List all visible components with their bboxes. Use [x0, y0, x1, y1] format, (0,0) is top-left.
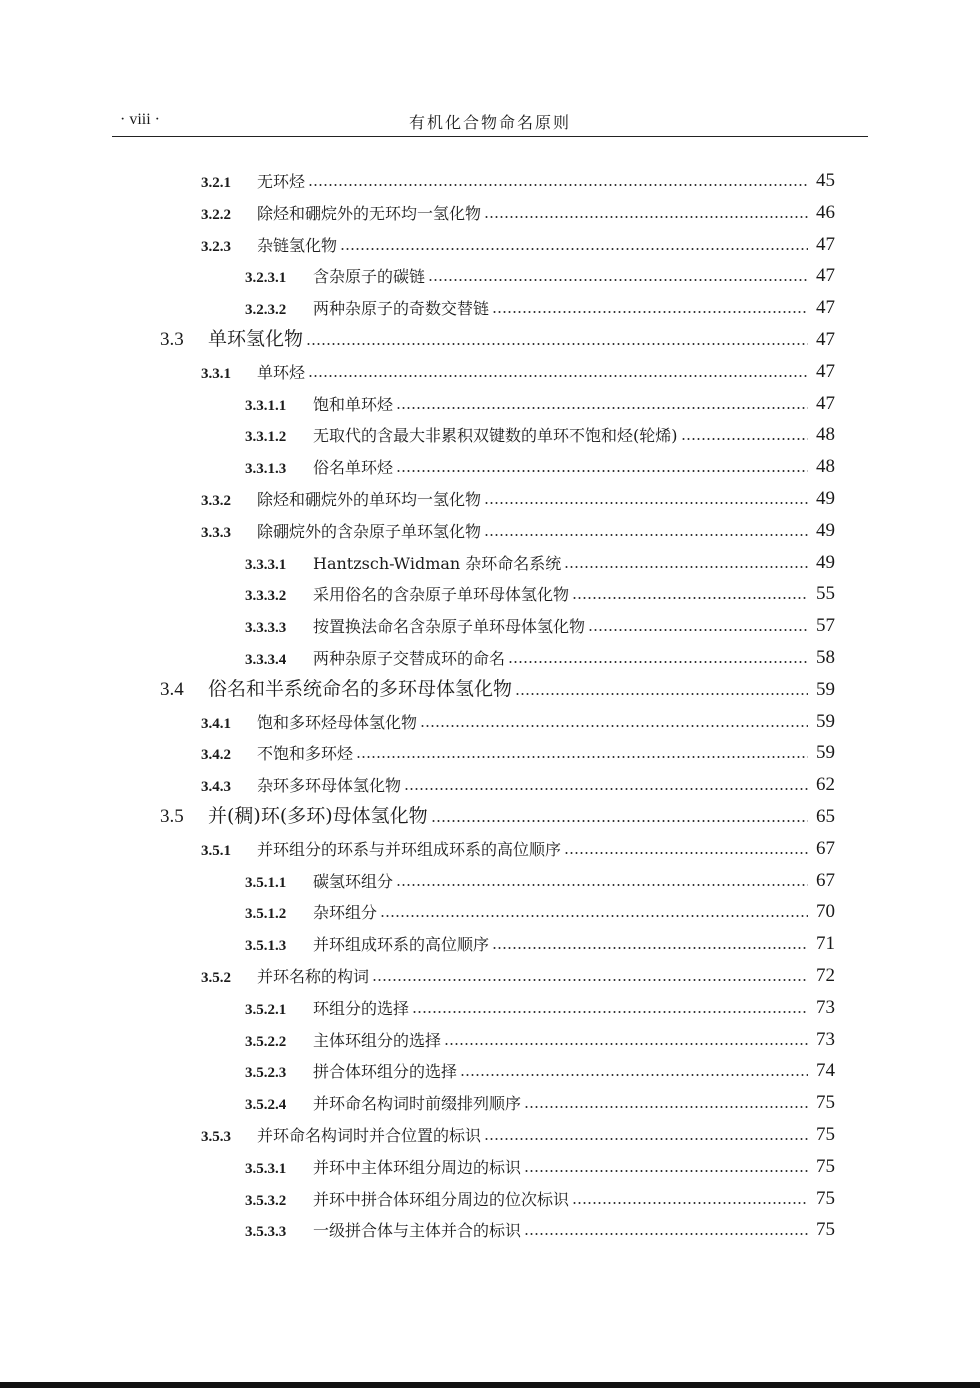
toc-entry-title: 单环氢化物: [208, 328, 304, 350]
toc-entry[interactable]: [245, 416, 835, 446]
toc-entry[interactable]: [245, 575, 835, 605]
dot-leader: [308, 184, 808, 186]
dot-leader: [396, 407, 808, 409]
toc-entry-title: 一级拼合体与主体并合的标识: [313, 1221, 522, 1240]
toc-entry[interactable]: [245, 639, 835, 669]
toc-entry[interactable]: [245, 1052, 835, 1082]
toc-entry-title: 拼合体环组分的选择: [313, 1062, 458, 1081]
toc-entry-title: 除烃和硼烷外的单环均一氢化物: [257, 490, 482, 509]
toc-entry-title: 俗名单环烃: [313, 458, 394, 477]
toc-entry-number: 3.4.1: [201, 716, 231, 732]
toc-entry-title: 无环烃: [257, 172, 306, 191]
toc-entry-page: 58: [816, 647, 835, 668]
dot-leader: [431, 820, 808, 822]
toc-entry-title: 主体环组分的选择: [313, 1031, 442, 1050]
toc-entry[interactable]: [245, 257, 835, 287]
dot-leader: [396, 470, 808, 472]
toc-entry[interactable]: [245, 1084, 835, 1114]
toc-entry-page: 49: [816, 488, 835, 509]
toc-entry-title: 并环命名构词时前缀排列顺序: [313, 1094, 522, 1113]
toc-entry-page: 75: [816, 1188, 835, 1209]
toc-entry-number: 3.2.3: [201, 239, 231, 255]
toc-entry-number: 3.5.3.1: [245, 1161, 287, 1177]
toc-entry[interactable]: [245, 1021, 835, 1051]
dot-leader: [380, 915, 808, 917]
toc-entry[interactable]: [245, 1180, 835, 1210]
toc-entry-title: 并环组成环系的高位顺序: [313, 935, 490, 954]
toc-entry-page: 75: [816, 1124, 835, 1145]
toc-entry-page: 47: [816, 361, 835, 382]
toc-entry-number: 3.3.3.3: [245, 620, 287, 636]
toc-entry-title: 两种杂原子交替成环的命名: [313, 649, 506, 668]
toc-entry-title: 单环烃: [257, 363, 306, 382]
toc-entry-number: 3.2.3.1: [245, 270, 287, 286]
toc-entry-page: 65: [816, 806, 835, 827]
dot-leader: [372, 979, 808, 981]
dot-leader: [524, 1106, 808, 1108]
toc-entry-page: 62: [816, 774, 835, 795]
toc-entry-title: 并环命名构词时并合位置的标识: [257, 1126, 482, 1145]
toc-entry[interactable]: [160, 798, 835, 828]
toc-entry[interactable]: [245, 925, 835, 955]
dot-leader: [572, 597, 808, 599]
toc-entry-page: 73: [816, 1029, 835, 1050]
toc-entry-number: 3.2.1: [201, 175, 231, 191]
toc-entry-number: 3.5: [160, 806, 184, 827]
toc-entry-page: 57: [816, 615, 835, 636]
dot-leader: [484, 534, 808, 536]
toc-entry-page: 48: [816, 456, 835, 477]
toc-entry-number: 3.4.3: [201, 779, 231, 795]
dot-leader: [564, 566, 808, 568]
toc-entry-page: 59: [816, 679, 835, 700]
toc-entry-number: 3.3.1.2: [245, 429, 287, 445]
toc-entry-title: 饱和多环烃母体氢化物: [257, 713, 418, 732]
toc-entry-number: 3.3.1: [201, 366, 231, 382]
dot-leader: [340, 248, 808, 250]
toc-entry[interactable]: [201, 194, 835, 224]
toc-entry[interactable]: [201, 703, 835, 733]
dot-leader: [396, 884, 808, 886]
toc-entry-number: 3.5.3.2: [245, 1193, 287, 1209]
toc-entry-number: 3.3.3.4: [245, 652, 287, 668]
toc-entry[interactable]: [201, 830, 835, 860]
toc-entry-page: 48: [816, 424, 835, 445]
dot-leader: [404, 788, 808, 790]
toc-entry[interactable]: [245, 989, 835, 1019]
toc-entry-title: 含杂原子的碳链: [313, 267, 426, 286]
toc-entry-title: 并环中拼合体环组分周边的位次标识: [313, 1190, 570, 1209]
toc-entry-number: 3.5.1: [201, 843, 231, 859]
toc-entry-title: 并环组分的环系与并环组成环系的高位顺序: [257, 840, 562, 859]
toc-entry-title: 采用俗名的含杂原子单环母体氢化物: [313, 585, 570, 604]
toc-entry[interactable]: [245, 1148, 835, 1178]
toc-entry-page: 55: [816, 583, 835, 604]
toc-entry-page: 47: [816, 234, 835, 255]
toc-entry-title: 两种杂原子的奇数交替链: [313, 299, 490, 318]
toc-entry-page: 46: [816, 202, 835, 223]
toc-entry[interactable]: [245, 1211, 835, 1241]
toc-entry-number: 3.5.2.2: [245, 1034, 287, 1050]
toc-entry[interactable]: [201, 734, 835, 764]
dot-leader: [564, 852, 808, 854]
dot-leader: [508, 661, 808, 663]
toc-entry-title: 杂环多环母体氢化物: [257, 776, 402, 795]
dot-leader: [484, 502, 808, 504]
toc-entry-title: 俗名和半系统命名的多环母体氢化物: [208, 678, 513, 700]
dot-leader: [492, 947, 808, 949]
toc-entry-page: 71: [816, 933, 835, 954]
toc-entry[interactable]: [160, 671, 835, 701]
toc-entry[interactable]: [201, 766, 835, 796]
toc-entry-number: 3.4.2: [201, 747, 231, 763]
toc-entry-page: 72: [816, 965, 835, 986]
toc-entry-title: 并环中主体环组分周边的标识: [313, 1158, 522, 1177]
toc-entry-number: 3.5.1.2: [245, 906, 287, 922]
toc-entry[interactable]: [201, 957, 835, 987]
dot-leader: [308, 375, 808, 377]
toc-entry-number: 3.2.3.2: [245, 302, 287, 318]
dot-leader: [492, 311, 808, 313]
dot-leader: [515, 693, 808, 695]
toc-entry[interactable]: [245, 893, 835, 923]
toc-entry-title: 并(稠)环(多环)母体氢化物: [208, 805, 428, 827]
toc-entry-page: 75: [816, 1156, 835, 1177]
toc-entry[interactable]: [245, 448, 835, 478]
toc-entry-page: 59: [816, 711, 835, 732]
toc-entry-title: 按置换法命名含杂原子单环母体氢化物: [313, 617, 586, 636]
toc-entry[interactable]: [245, 607, 835, 637]
dot-leader: [681, 438, 809, 440]
toc-entry-page: 47: [816, 297, 835, 318]
toc-entry-number: 3.5.3.3: [245, 1224, 287, 1240]
book-title: 有机化合物命名原则: [408, 113, 571, 132]
dot-leader: [444, 1043, 808, 1045]
toc-entry-number: 3.3: [160, 329, 184, 350]
toc-entry-page: 70: [816, 901, 835, 922]
toc-entry-page: 73: [816, 997, 835, 1018]
toc-entry-number: 3.5.3: [201, 1129, 231, 1145]
toc-entry-title: 碳氢环组分: [313, 872, 394, 891]
dot-leader: [484, 216, 808, 218]
toc-entry-title: 无取代的含最大非累积双键数的单环不饱和烃(轮烯): [313, 426, 678, 445]
toc-entry[interactable]: [245, 289, 835, 319]
toc-entry-title: 不饱和多环烃: [257, 744, 354, 763]
toc-entry-page: 49: [816, 552, 835, 573]
toc-entry-page: 47: [816, 329, 835, 350]
toc-entry-title: 杂链氢化物: [257, 236, 338, 255]
toc-entry[interactable]: [245, 862, 835, 892]
dot-leader: [524, 1233, 808, 1235]
dot-leader: [572, 1202, 808, 1204]
toc-entry[interactable]: [201, 226, 835, 256]
toc-entry-page: 75: [816, 1092, 835, 1113]
toc-entry[interactable]: [201, 162, 835, 192]
toc-entry[interactable]: [201, 480, 835, 510]
toc-entry[interactable]: [245, 385, 835, 415]
dot-leader: [356, 756, 808, 758]
toc-entry-title: 除硼烷外的含杂原子单环氢化物: [257, 522, 482, 541]
page-header: [112, 108, 868, 137]
toc-entry-title: 杂环组分: [313, 903, 378, 922]
toc-entry-number: 3.3.3.2: [245, 588, 287, 604]
toc-entry-number: 3.3.1.1: [245, 398, 287, 414]
dot-leader: [420, 725, 808, 727]
toc-entry[interactable]: [201, 1116, 835, 1146]
toc-entry-number: 3.5.1.3: [245, 938, 287, 954]
dot-leader: [524, 1170, 808, 1172]
toc-entry-number: 3.2.2: [201, 207, 231, 223]
toc-entry-number: 3.5.2: [201, 970, 231, 986]
dot-leader: [428, 279, 808, 281]
toc-entry-title: Hantzsch-Widman 杂环命名系统: [313, 554, 562, 573]
page-number: · viii ·: [120, 111, 160, 128]
toc-entry-page: 45: [816, 170, 835, 191]
toc-entry[interactable]: [160, 321, 835, 351]
toc-entry-title: 环组分的选择: [313, 999, 410, 1018]
toc-entry-page: 67: [816, 870, 835, 891]
dot-leader: [484, 1138, 808, 1140]
toc-entry-number: 3.5.2.4: [245, 1097, 287, 1113]
toc-entry-number: 3.5.2.1: [245, 1002, 287, 1018]
toc-entry-number: 3.3.1.3: [245, 461, 287, 477]
toc-entry[interactable]: [201, 353, 835, 383]
toc-entry-number: 3.4: [160, 679, 184, 700]
toc-entry-title: 饱和单环烃: [313, 395, 394, 414]
toc-entry[interactable]: [201, 512, 835, 542]
toc-entry-number: 3.3.3.1: [245, 557, 287, 573]
toc-entry-number: 3.5.2.3: [245, 1065, 287, 1081]
bottom-border: [0, 1382, 980, 1388]
toc-entry-page: 49: [816, 520, 835, 541]
toc-entry-page: 67: [816, 838, 835, 859]
toc-entry-page: 47: [816, 393, 835, 414]
toc-entry-title: 并环名称的构词: [257, 967, 370, 986]
toc-entry-title: 除烃和硼烷外的无环均一氢化物: [257, 204, 482, 223]
toc-entry-number: 3.5.1.1: [245, 875, 287, 891]
toc-entry-page: 59: [816, 742, 835, 763]
toc-entry-number: 3.3.3: [201, 525, 231, 541]
toc-entry-number: 3.3.2: [201, 493, 231, 509]
dot-leader: [412, 1011, 808, 1013]
toc-entry[interactable]: [245, 544, 835, 574]
dot-leader: [460, 1074, 808, 1076]
toc-entry-page: 74: [816, 1060, 835, 1081]
toc-entry-page: 75: [816, 1219, 835, 1240]
toc-entry-page: 47: [816, 265, 835, 286]
dot-leader: [588, 629, 808, 631]
dot-leader: [306, 343, 808, 345]
